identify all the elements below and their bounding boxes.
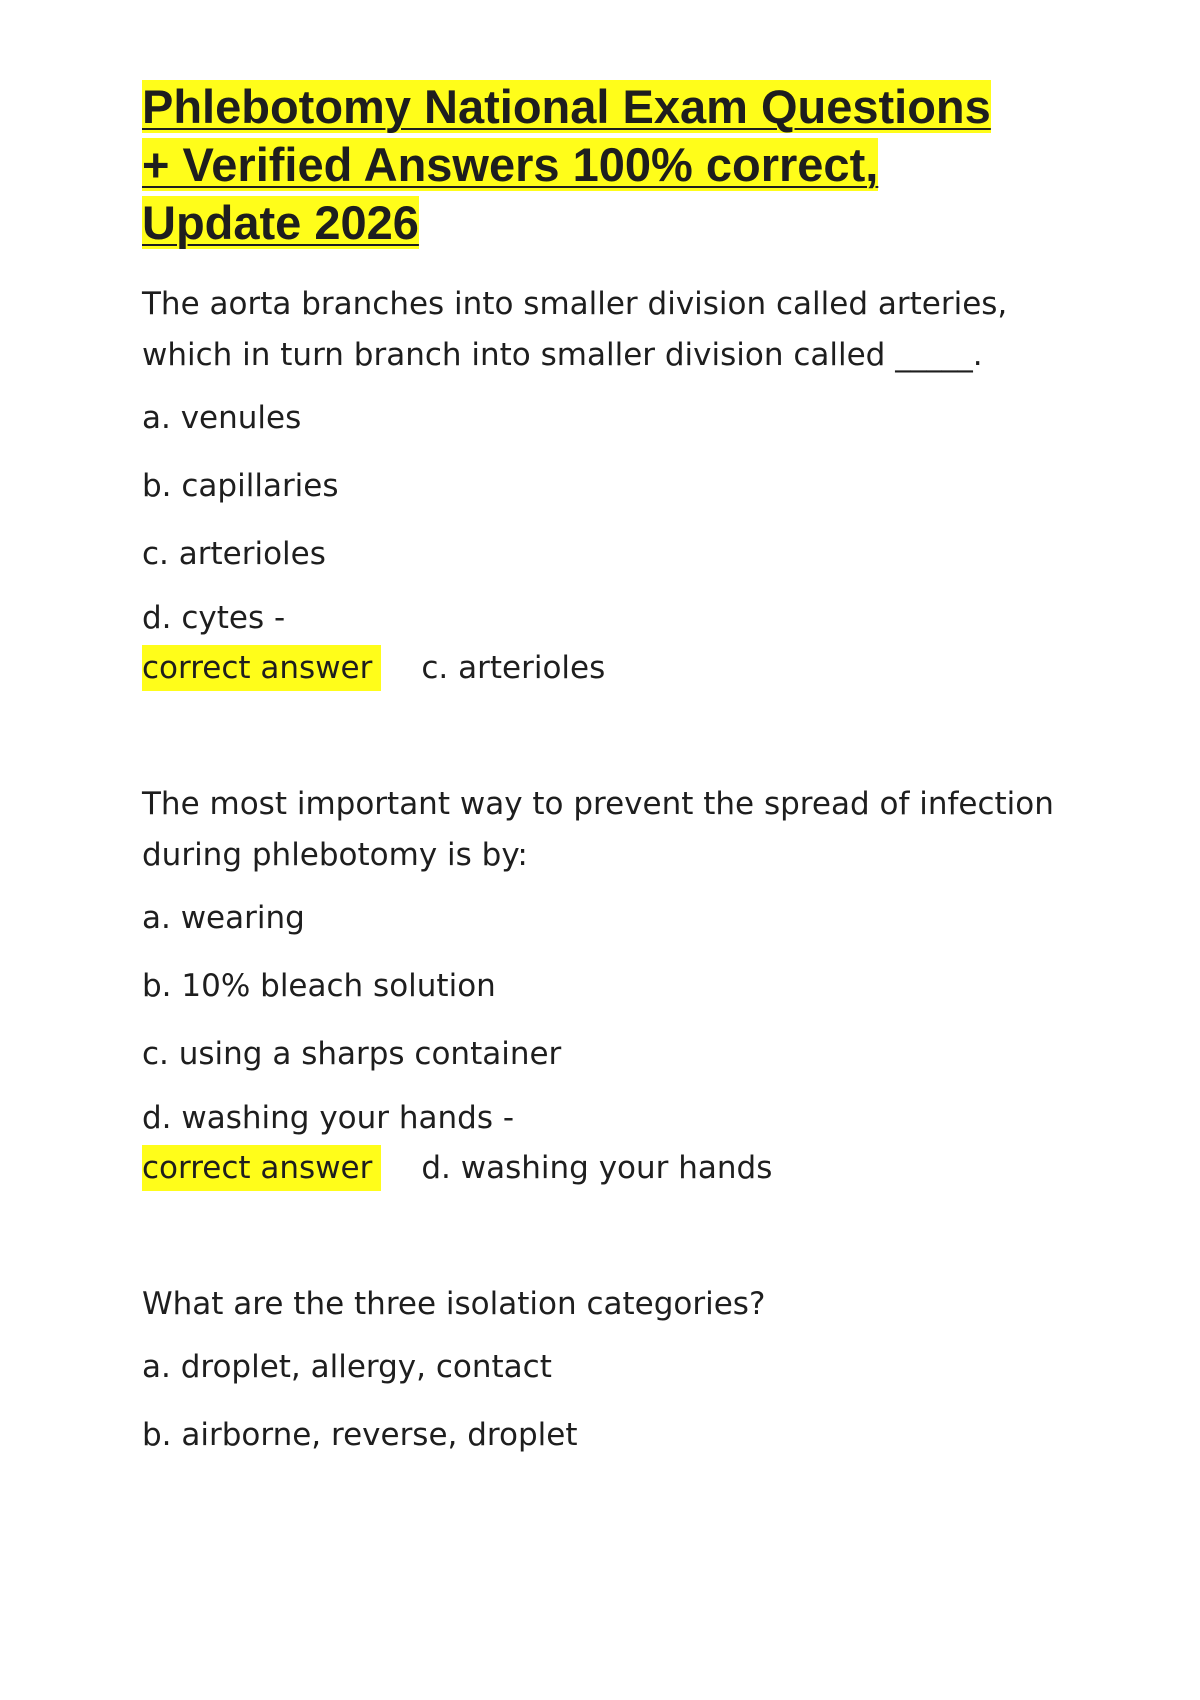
question-text: The most important way to prevent the spread of infection during phlebotomy is by: — [142, 786, 1054, 873]
question-text: What are the three isolation categories? — [142, 1286, 766, 1322]
question-block-3 — [142, 1279, 1062, 1455]
option-a: a. venules — [142, 400, 302, 436]
document-title — [142, 78, 1062, 252]
option-c: c. using a sharps container — [142, 1036, 562, 1072]
question-text: The aorta branches into smaller division called arteries, which in turn branch into smaller division called _____. — [142, 286, 1008, 373]
question-block-1 — [142, 279, 1062, 692]
option-b: b. airborne, reverse, droplet — [142, 1417, 578, 1453]
correct-answer-value: d. washing your hands — [421, 1150, 773, 1186]
answer-row — [142, 644, 1062, 692]
option-d: d. washing your hands - — [142, 1100, 515, 1136]
option-a: a. wearing — [142, 900, 305, 936]
answer-row — [142, 1144, 1062, 1192]
option-a: a. droplet, allergy, contact — [142, 1349, 552, 1385]
correct-answer-label: correct answer — [142, 1145, 381, 1191]
correct-answer-label: correct answer — [142, 645, 381, 691]
title-line-1: Phlebotomy National Exam Questions — [142, 80, 991, 133]
option-b: b. 10% bleach solution — [142, 968, 496, 1004]
question-block-2 — [142, 779, 1062, 1192]
option-c: c. arterioles — [142, 536, 326, 572]
title-line-3: Update 2026 — [142, 196, 419, 249]
title-line-2: + Verified Answers 100% correct, — [142, 138, 879, 191]
option-b: b. capillaries — [142, 468, 339, 504]
correct-answer-value: c. arterioles — [421, 650, 606, 686]
option-d: d. cytes - — [142, 600, 286, 636]
document-content — [142, 78, 1062, 1455]
